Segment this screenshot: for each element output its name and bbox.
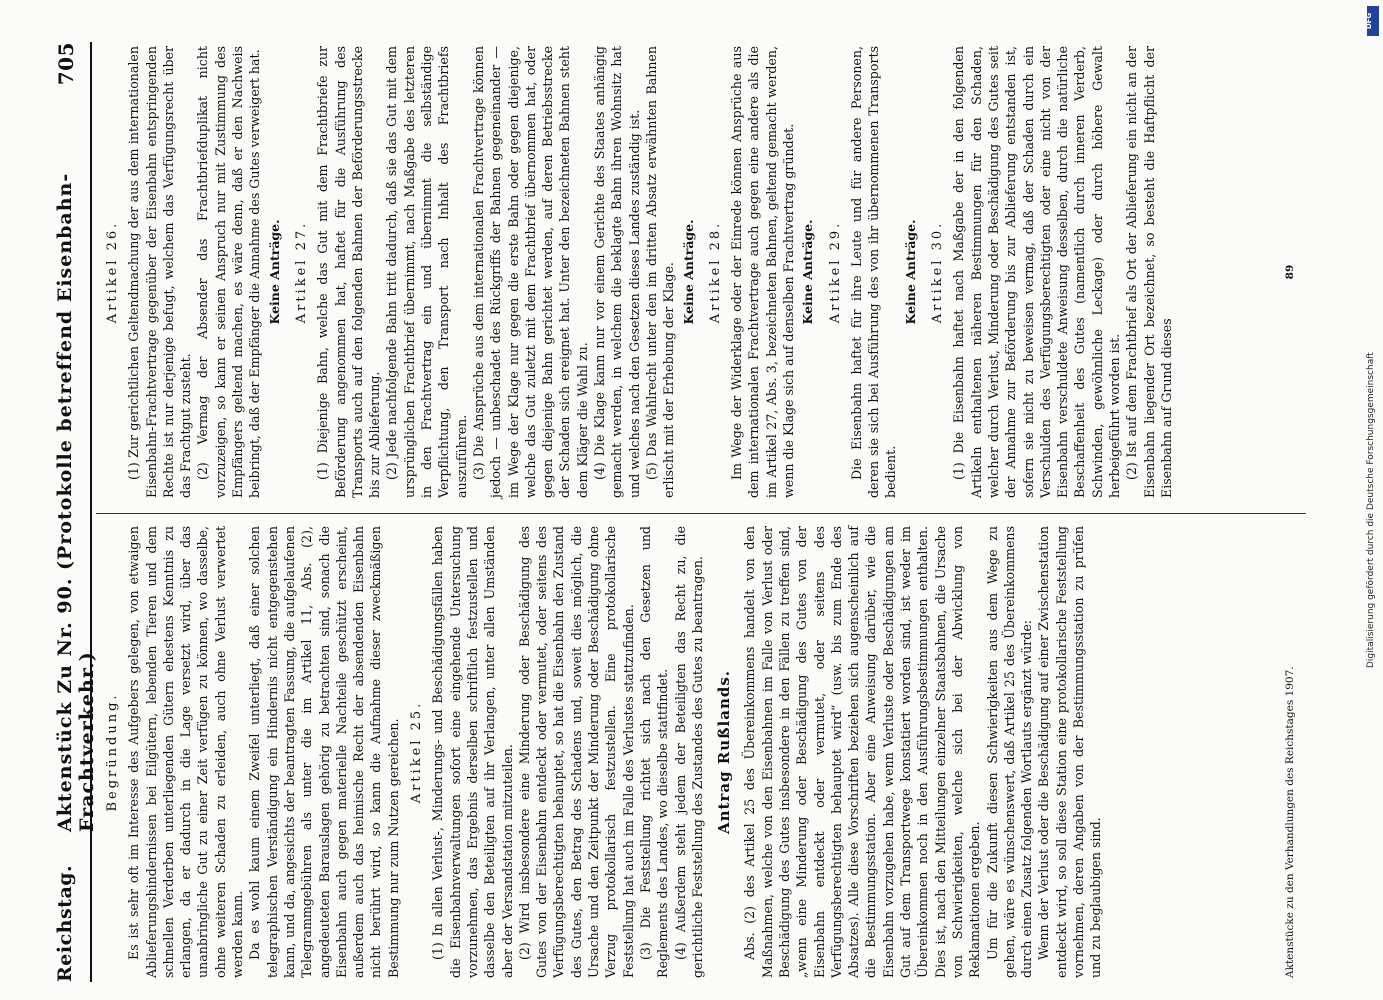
paragraph: (1) Diejenige Bahn, welche das Gut mit dem Frachtbriefe zur Beförderung angenommen hat, haftet für die Ausführung des Transports auch auf den folgenden Bahnen der Beförderungsstrecke bis zur Ablieferung.: [315, 46, 383, 498]
signature-mark: 89: [1284, 264, 1296, 280]
article-28-heading: Artikel 28.: [707, 220, 723, 324]
paragraph: (2) Vermag der Absender das Frachtbriefduplikat nicht vorzuzeigen, so kann er seinen Anspruch nur mit Zustimmung des Empfängers geltend machen, es wäre denn, daß er den Nachweis beibringt, daß der Empfänger die Annahme des Gutes verweigert hat.: [195, 46, 263, 498]
article-30-heading: Artikel 30.: [930, 220, 946, 324]
no-motions-label: Keine Anträge.: [902, 219, 918, 325]
paragraph: Es ist sehr oft im Interesse des Aufgebers gelegen, von etwaigen Ablieferungshindernissen bei Eilgütern, lebenden Tieren und dem schnellen Verderben unterliegenden Gütern ehestens Kenntnis zu erlangen, da er dadurch in die Lage versetzt wird, über das unanbringliche Gut zu einer Zeit verfügen zu können, wo dasselbe, ohne weiteren Schaden zu erleiden, auch ohne Verlust verwertet werden kann.: [126, 526, 246, 978]
page-header: [54, 42, 98, 982]
article-25-heading: Artikel 25.: [409, 700, 425, 804]
no-motions-label: Keine Anträge.: [800, 219, 816, 325]
no-motions-label: Keine Anträge.: [266, 219, 282, 325]
paragraph: (3) Die Feststellung richtet sich nach den Gesetzen und Reglements des Landes, wo dieselbe stattfindet.: [637, 526, 671, 978]
header-rule: [90, 42, 92, 982]
right-column: [98, 46, 1175, 498]
article-26-heading: Artikel 26.: [105, 220, 120, 324]
no-motions-label: Keine Anträge.: [680, 219, 696, 325]
rotated-document-sheet: [40, 42, 1330, 982]
paragraph: (2) Wird insbesondere eine Minderung oder Beschädigung des Gutes von der Eisenbahn entdeckt oder vermutet, oder seitens des Verfügungsberechtigten behauptet, so hat die Eisenbahn den Zustand des Gutes, den Betrag des Schadens und, soweit dies möglich, die Ursache und den Zeitpunkt der Minderung oder Beschädigung ohne Verzug protokollarisch festzustellen. Eine protokollarische Feststellung hat auch im Falle des Verlustes stattzufinden.: [516, 526, 636, 978]
paragraph: Im Wege der Widerklage oder der Einrede können Ansprüche aus dem internationalen Frachtvertrage auch gegen eine andere als die im Artikel 27, Abs. 3, bezeichneten Bahnen, geltend gemacht werden, wenn die Klage sich auf denselben Frachtvertrag gründet.: [729, 46, 796, 498]
paragraph: Die Eisenbahn haftet für ihre Leute und für andere Personen, deren sie sich bei Ausführung des von ihr übernommenen Transports bedient.: [848, 46, 899, 498]
article-27-heading: Artikel 27.: [293, 220, 309, 324]
antrag-heading: Antrag Rußlands.: [715, 669, 734, 835]
digitization-credit: [1366, 8, 1380, 668]
dfg-logo-text: DFG: [1365, 12, 1374, 30]
paragraph: (5) Das Wahlrecht unter den im dritten Absatz erwähnten Bahnen erlischt mit der Erhebung der Klage.: [643, 46, 677, 498]
header-title: Aktenstück Zu Nr. 90. (Protokolle betreffend Eisenbahn-Frachtverkehr.): [54, 172, 98, 832]
paragraph: (1) Zur gerichtlichen Geltendmachung der aus dem internationalen Eisenbahn-Frachtvertrage gegenüber der Eisenbahn entspringenden Rechte ist nur derjenige befugt, welchem das Verfügungsrecht über das Frachtgut zusteht.: [126, 46, 194, 498]
digitization-credit-text: Digitalisierung gefördert durch die Deutsche Forschungsgemeinschaft: [1366, 352, 1376, 668]
paragraph: (1) Die Eisenbahn haftet nach Maßgabe der in den folgenden Artikeln enthaltenen näheren Bestimmungen für den Schaden, welcher durch Verlust, Minderung oder Beschädigung des Gutes seit der Annahme zur Beförderung bis zur Ablieferung entstanden ist, sofern sie nicht zu beweisen vermag, daß der Schaden durch ein Verschulden des Verfügungsberechtigten oder eine nicht von der Eisenbahn verschuldete Anweisung desselben, durch die natürliche Beschaffenheit des Gutes (namentlich durch inneren Verderb, Schwinden, gewöhnliche Leckage) oder durch höhere Gewalt herbeigeführt worden ist.: [951, 46, 1123, 498]
begruendung-heading: Begründung.: [105, 692, 120, 812]
paragraph: Um für die Zukunft diesen Schwierigkeiten aus dem Wege zu gehen, wäre es wünschenswert, daß Artikel 25 des Übereinkommens durch einen Zusatz folgenden Wortlauts ergänzt würde:: [984, 526, 1035, 978]
paragraph: Da es wohl kaum einem Zweifel unterliegt, daß einer solchen telegraphischen Verständigung ein Hindernis nicht entgegenstehen kann, und da, angesichts der beantragten Fassung, die aufgelaufenen Telegrammgebühren als unter die im Artikel 11, Abs. (2), angedeuteten Barauslagen gehörig zu betrachten sind, sonach die Eisenbahn auch gegen materielle Nachteile geschützt erscheint, außerdem auch das heimische Recht der absendenden Eisenbahn nicht berührt wird, so kann die Aufnahme dieser zweckmäßigen Bestimmung nur zum Nutzen gereichen.: [247, 526, 401, 978]
footnote: Aktenstücke zu den Verhandlungen des Reichstages 1907.: [1284, 666, 1296, 978]
page-number: 705: [54, 42, 78, 86]
paragraph: (1) In allen Verlust-, Minderungs- und Beschädigungsfällen haben die Eisenbahnverwaltungen sofort eine eingehende Untersuchung vorzunehmen, das Ergebnis derselben schriftlich festzustellen und dasselbe den Beteiligten auf ihr Verlangen, unter allen Umständen aber der Versandstation mitzuteilen.: [430, 526, 515, 978]
paragraph: (3) Die Ansprüche aus dem internationalen Frachtvertrage können jedoch — unbeschadet des Rückgriffs der Bahnen gegeneinander — im Wege der Klage nur gegen die erste Bahn oder gegen diejenige, welche das Gut zuletzt mit dem Frachtbrief übernommen hat, oder gegen diejenige Bahn gerichtet werden, auf deren Betriebsstrecke der Schaden sich ereignet hat. Unter den bezeichneten Bahnen steht dem Kläger die Wahl zu.: [470, 46, 590, 498]
article-29-heading: Artikel 29.: [827, 220, 843, 324]
paragraph: (2) Jede nachfolgende Bahn tritt dadurch, daß sie das Gut mit dem ursprünglichen Frachtbrief übernimmt, nach Maßgabe des letzteren in den Frachtvertrag ein und übernimmt die selbständige Verpflichtung, den Transport nach Inhalt des Frachtbriefs auszuführen.: [384, 46, 469, 498]
header-left: Reichstag.: [54, 864, 76, 982]
left-column: [98, 526, 1105, 978]
paragraph: (4) Die Klage kann nur vor einem Gerichte des Staates anhängig gemacht werden, in welchem die beklagte Bahn ihren Wohnsitz hat und welches nach den Gesetzen dieses Landes zuständig ist.: [592, 46, 642, 498]
column-divider: [96, 513, 1306, 514]
paragraph: Wenn der Verlust oder die Beschädigung auf einer Zwischenstation entdeckt wird, so soll diese Station eine protokollarische Feststellung vornehmen, deren Angaben von der Bestimmungsstation zu prüfen und zu beglaubigen sind.: [1036, 526, 1104, 978]
paragraph: (4) Außerdem steht jedem der Beteiligten das Recht zu, die gerichtliche Feststellung des Zustandes des Gutes zu beantragen.: [672, 526, 705, 978]
paragraph: (2) Ist auf dem Frachtbrief als Ort der Ablieferung ein nicht an der Eisenbahn liegender Ort bezeichnet, so besteht die Haftpflicht der Eisenbahn auf Grund dieses: [1124, 46, 1174, 498]
paragraph: Abs. (2) des Artikel 25 des Übereinkommens handelt von den Maßnahmen, welche von den Eisenbahnen im Falle von Verlust oder Beschädigung des Gutes insbesondere in den Fällen zu treffen sind, „wenn eine Minderung oder Beschädigung des Gutes von der Eisenbahn entdeckt oder vermutet, oder seitens des Verfügungsberechtigten behauptet wird“ (usw. bis zum Ende des Absatzes). Alle diese Vorschriften beziehen sich augenscheinlich auf die Bestimmungsstation. Aber eine Anweisung darüber, wie die Eisenbahn vorzugehen habe, wenn Verluste oder Beschädigungen am Gut auf dem Transportwege konstatiert worden sind, ist weder im Übereinkommen noch in den Ausführungsbestimmungen enthalten. Dies ist, nach den Mitteilungen einzelner Staatsbahnen, die Ursache von Schwierigkeiten, welche sich bei der Abwicklung von Reklamationen ergeben.: [742, 526, 983, 978]
